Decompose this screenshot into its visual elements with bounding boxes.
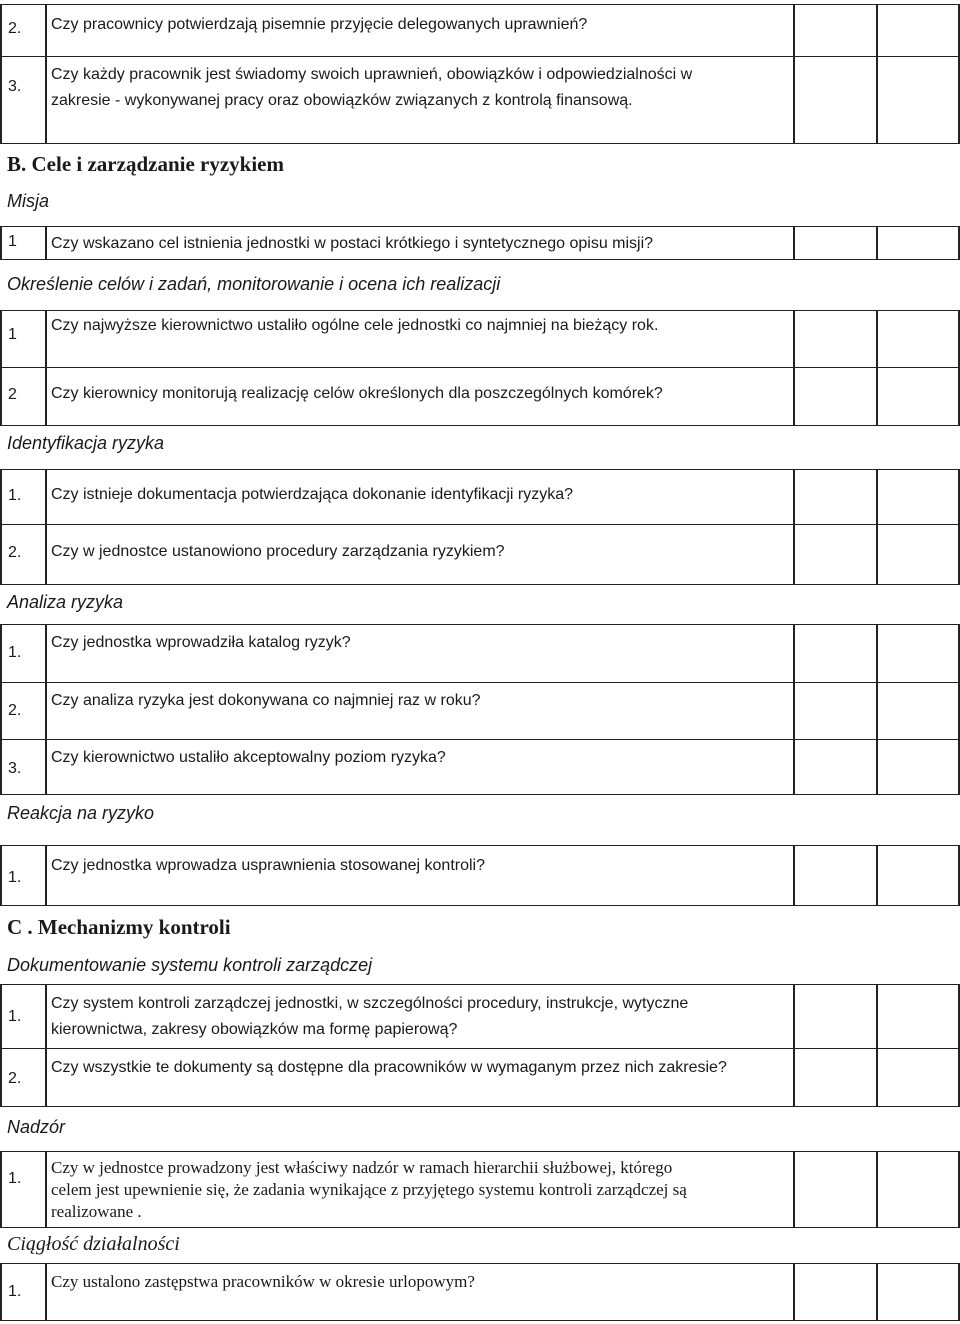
table-rule xyxy=(0,1320,960,1321)
table-rule xyxy=(0,310,2,368)
question-number: 2 xyxy=(8,386,17,403)
subsection-heading: Reakcja na ryzyko xyxy=(7,803,155,823)
table-rule xyxy=(0,624,2,683)
table-rule xyxy=(45,1048,47,1107)
table-rule xyxy=(45,624,47,683)
table-rule xyxy=(45,310,47,368)
answer-cell-no[interactable] xyxy=(878,57,958,143)
table-rule xyxy=(0,1227,960,1228)
answer-cell-no[interactable] xyxy=(878,227,958,259)
question-number: 1. xyxy=(8,1283,22,1300)
question-text: Czy analiza ryzyka jest dokonywana co najmniej raz w roku? xyxy=(51,692,481,709)
answer-cell-yes[interactable] xyxy=(795,683,874,739)
table-rule xyxy=(45,524,47,585)
question-text: Czy istnieje dokumentacja potwierdzająca dokonanie identyfikacji ryzyka? xyxy=(51,486,574,503)
question-text: celem jest upewnienie się, że zadania wynikające z przyjętego systemu kontroli zarządczej są xyxy=(51,1180,687,1199)
question-number: 3. xyxy=(8,78,22,95)
answer-cell-yes[interactable] xyxy=(795,1264,874,1320)
question-text: zakresie - wykonywanej pracy oraz obowiązków związanych z kontrolą finansową. xyxy=(51,92,633,109)
table-rule xyxy=(0,905,960,906)
question-number: 3. xyxy=(8,760,22,777)
answer-cell-no[interactable] xyxy=(878,683,958,739)
table-rule xyxy=(45,367,47,426)
subsection-heading: Dokumentowanie systemu kontroli zarządczej xyxy=(7,955,373,975)
answer-cell-yes[interactable] xyxy=(795,846,874,905)
table-rule xyxy=(45,984,47,1049)
answer-cell-yes[interactable] xyxy=(795,368,874,425)
question-text: Czy jednostka wprowadziła katalog ryzyk? xyxy=(51,634,351,651)
answer-cell-no[interactable] xyxy=(878,846,958,905)
question-number: 1. xyxy=(8,1008,22,1025)
table-rule xyxy=(45,4,47,57)
answer-cell-no[interactable] xyxy=(878,1152,958,1227)
answer-cell-yes[interactable] xyxy=(795,625,874,682)
answer-cell-no[interactable] xyxy=(878,740,958,794)
answer-cell-no[interactable] xyxy=(878,470,958,524)
answer-cell-no[interactable] xyxy=(878,5,958,56)
question-text: Czy każdy pracownik jest świadomy swoich uprawnień, obowiązków i odpowiedzialności w xyxy=(51,66,693,83)
answer-cell-yes[interactable] xyxy=(795,5,874,56)
table-rule xyxy=(45,682,47,740)
question-text: realizowane . xyxy=(51,1202,142,1221)
table-rule xyxy=(0,259,960,260)
question-text: Czy ustalono zastępstwa pracowników w okresie urlopowym? xyxy=(51,1272,475,1291)
answer-cell-no[interactable] xyxy=(878,985,958,1048)
question-text: Czy w jednostce prowadzony jest właściwy nadzór w ramach hierarchii służbowej, którego xyxy=(51,1158,673,1177)
answer-cell-yes[interactable] xyxy=(795,1049,874,1106)
question-number: 2. xyxy=(8,1070,22,1087)
question-text: Czy wszystkie te dokumenty są dostępne dla pracowników w wymaganym przez nich zakresie? xyxy=(51,1059,727,1076)
table-rule xyxy=(45,845,47,906)
question-number: 1. xyxy=(8,644,22,661)
subsection-heading: Nadzór xyxy=(7,1117,66,1137)
table-rule xyxy=(0,1263,2,1321)
answer-cell-no[interactable] xyxy=(878,368,958,425)
subsection-heading: Ciągłość działalności xyxy=(7,1233,180,1255)
subsection-heading: Analiza ryzyka xyxy=(7,592,124,612)
table-rule xyxy=(0,584,960,585)
question-text: Czy system kontroli zarządczej jednostki, w szczególności procedury, instrukcje, wytyczne xyxy=(51,995,689,1012)
table-rule xyxy=(0,739,2,795)
subsection-heading: Określenie celów i zadań, monitorowanie i ocena ich realizacji xyxy=(7,274,501,294)
table-rule xyxy=(0,682,2,740)
question-text: kierownictwa, zakresy obowiązków ma formę papierową? xyxy=(51,1021,458,1038)
answer-cell-yes[interactable] xyxy=(795,57,874,143)
question-number: 1. xyxy=(8,486,22,504)
answer-cell-yes[interactable] xyxy=(795,311,874,367)
table-rule xyxy=(45,1151,47,1228)
answer-cell-no[interactable] xyxy=(878,1264,958,1320)
question-number: 1 xyxy=(8,326,17,343)
question-text: Czy kierownicy monitorują realizację celów określonych dla poszczególnych komórek? xyxy=(51,385,663,402)
table-rule xyxy=(0,1048,2,1107)
table-rule xyxy=(0,4,2,57)
question-number: 2. xyxy=(8,702,22,719)
answer-cell-yes[interactable] xyxy=(795,227,874,259)
table-rule xyxy=(45,469,47,525)
table-rule xyxy=(45,1263,47,1321)
question-number: 1. xyxy=(8,1170,22,1187)
answer-cell-no[interactable] xyxy=(878,625,958,682)
section-heading: C . Mechanizmy kontroli xyxy=(7,915,231,939)
table-rule xyxy=(0,367,2,426)
subsection-heading: Misja xyxy=(7,191,50,211)
table-rule xyxy=(0,56,2,144)
table-rule xyxy=(0,524,2,585)
table-rule xyxy=(0,226,2,260)
question-text: Czy kierownictwo ustaliło akceptowalny poziom ryzyka? xyxy=(51,749,446,766)
answer-cell-yes[interactable] xyxy=(795,525,874,584)
question-text: Czy pracownicy potwierdzają pisemnie przyjęcie delegowanych uprawnień? xyxy=(51,16,588,33)
table-rule xyxy=(0,984,2,1049)
answer-cell-yes[interactable] xyxy=(795,985,874,1048)
table-rule xyxy=(0,1151,2,1228)
answer-cell-yes[interactable] xyxy=(795,470,874,524)
question-text: Czy wskazano cel istnienia jednostki w postaci krótkiego i syntetycznego opisu misji? xyxy=(51,235,654,252)
question-text: Czy najwyższe kierownictwo ustaliło ogólne cele jednostki co najmniej na bieżący rok. xyxy=(51,317,659,334)
question-number: 2. xyxy=(8,20,22,37)
question-number: 1. xyxy=(8,869,22,886)
table-rule xyxy=(0,143,960,144)
question-number: 1 xyxy=(8,232,17,250)
question-number: 2. xyxy=(8,544,22,561)
table-rule xyxy=(0,469,2,525)
subsection-heading: Identyfikacja ryzyka xyxy=(7,433,165,453)
table-rule xyxy=(0,794,960,795)
answer-cell-no[interactable] xyxy=(878,1049,958,1106)
table-rule xyxy=(45,56,47,144)
section-heading: B. Cele i zarządzanie ryzykiem xyxy=(7,152,284,176)
answer-cell-yes[interactable] xyxy=(795,740,874,794)
table-rule xyxy=(0,1106,960,1107)
question-text: Czy jednostka wprowadza usprawnienia stosowanej kontroli? xyxy=(51,857,486,874)
answer-cell-no[interactable] xyxy=(878,311,958,367)
answer-cell-yes[interactable] xyxy=(795,1152,874,1227)
question-text: Czy w jednostce ustanowiono procedury zarządzania ryzykiem? xyxy=(51,543,505,560)
answer-cell-no[interactable] xyxy=(878,525,958,584)
table-rule xyxy=(0,845,2,906)
table-rule xyxy=(45,226,47,260)
table-rule xyxy=(0,425,960,426)
table-rule xyxy=(45,739,47,795)
